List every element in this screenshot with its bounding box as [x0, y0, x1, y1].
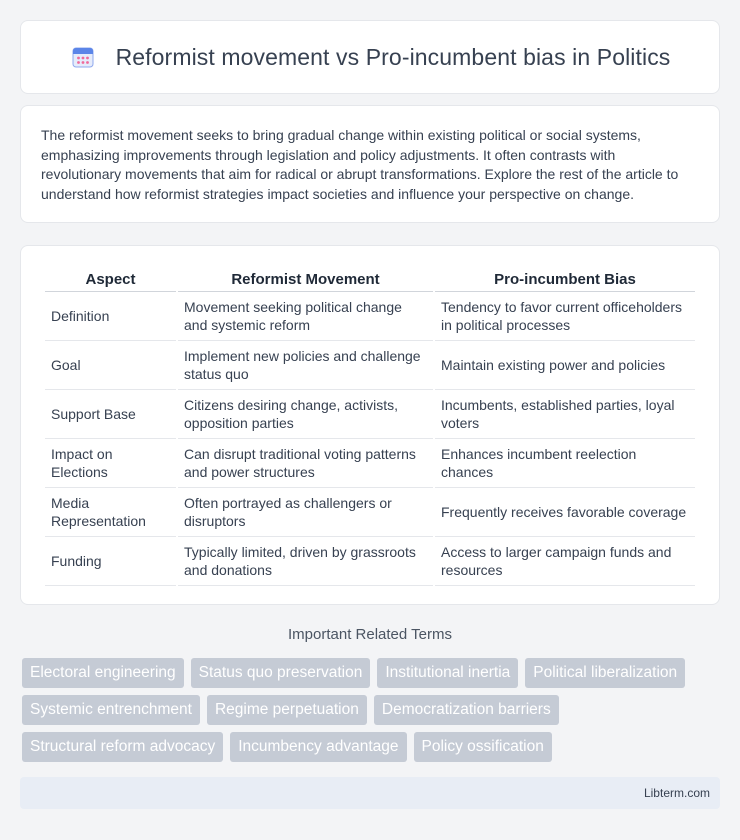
intro-paragraph: The reformist movement seeks to bring gradual change within existing political or social systems, emphasizing improvements through legislation and policy adjustments. It often contrasts with revolutionary movements that aim for radical or abrupt transformations. Explore the rest of the article to understand how reformist strategies impact societies and influence your perspective on change.: [41, 127, 679, 202]
related-term-tag[interactable]: Systemic entrenchment: [22, 695, 200, 725]
aspect-cell: Support Base: [45, 390, 176, 439]
related-term-tag[interactable]: Incumbency advantage: [230, 732, 406, 762]
footer: [20, 777, 720, 809]
incumbent-cell: Incumbents, established parties, loyal voters: [435, 390, 695, 439]
document-grid-icon: [70, 44, 96, 70]
table-header-row: [45, 268, 695, 292]
related-term-tag[interactable]: Status quo preservation: [191, 658, 371, 688]
table-row: [45, 488, 695, 537]
reformist-cell: Typically limited, driven by grassroots and donations: [178, 537, 433, 586]
table-row: [45, 390, 695, 439]
aspect-cell: Goal: [45, 341, 176, 390]
aspect-cell: Impact on Elections: [45, 439, 176, 488]
table-row: [45, 537, 695, 586]
intro-card: [20, 105, 720, 223]
related-term-tag[interactable]: Democratization barriers: [374, 695, 559, 725]
related-terms-heading: Important Related Terms: [288, 626, 452, 643]
table-row: [45, 341, 695, 390]
reformist-cell: Citizens desiring change, activists, opposition parties: [178, 390, 433, 439]
related-term-tag[interactable]: Policy ossification: [414, 732, 552, 762]
related-term-tag[interactable]: Electoral engineering: [22, 658, 184, 688]
footer-site-link[interactable]: Libterm.com: [643, 786, 710, 800]
reformist-cell: Implement new policies and challenge status quo: [178, 341, 433, 390]
header-pro-incumbent-bias: Pro-incumbent Bias: [435, 268, 695, 292]
incumbent-cell: Frequently receives favorable coverage: [435, 488, 695, 537]
page-title: Reformist movement vs Pro-incumbent bias in Politics: [115, 43, 671, 70]
related-term-tag[interactable]: Structural reform advocacy: [22, 732, 223, 762]
table-row: [45, 439, 695, 488]
header-reformist-movement: Reformist Movement: [178, 268, 433, 292]
header-aspect: Aspect: [45, 268, 176, 292]
table-row: [45, 292, 695, 341]
incumbent-cell: Enhances incumbent reelection chances: [435, 439, 695, 488]
incumbent-cell: Access to larger campaign funds and resources: [435, 537, 695, 586]
related-term-tag[interactable]: Institutional inertia: [377, 658, 518, 688]
reformist-cell: Movement seeking political change and systemic reform: [178, 292, 433, 341]
reformist-cell: Often portrayed as challengers or disruptors: [178, 488, 433, 537]
incumbent-cell: Maintain existing power and policies: [435, 341, 695, 390]
comparison-card: [20, 245, 720, 605]
comparison-table: [43, 268, 697, 586]
aspect-cell: Media Representation: [45, 488, 176, 537]
aspect-cell: Definition: [45, 292, 176, 341]
aspect-cell: Funding: [45, 537, 176, 586]
related-term-tag[interactable]: Regime perpetuation: [207, 695, 367, 725]
related-terms-list: [22, 658, 722, 762]
related-term-tag[interactable]: Political liberalization: [525, 658, 685, 688]
incumbent-cell: Tendency to favor current officeholders in political processes: [435, 292, 695, 341]
title-card: [20, 20, 720, 94]
reformist-cell: Can disrupt traditional voting patterns and power structures: [178, 439, 433, 488]
